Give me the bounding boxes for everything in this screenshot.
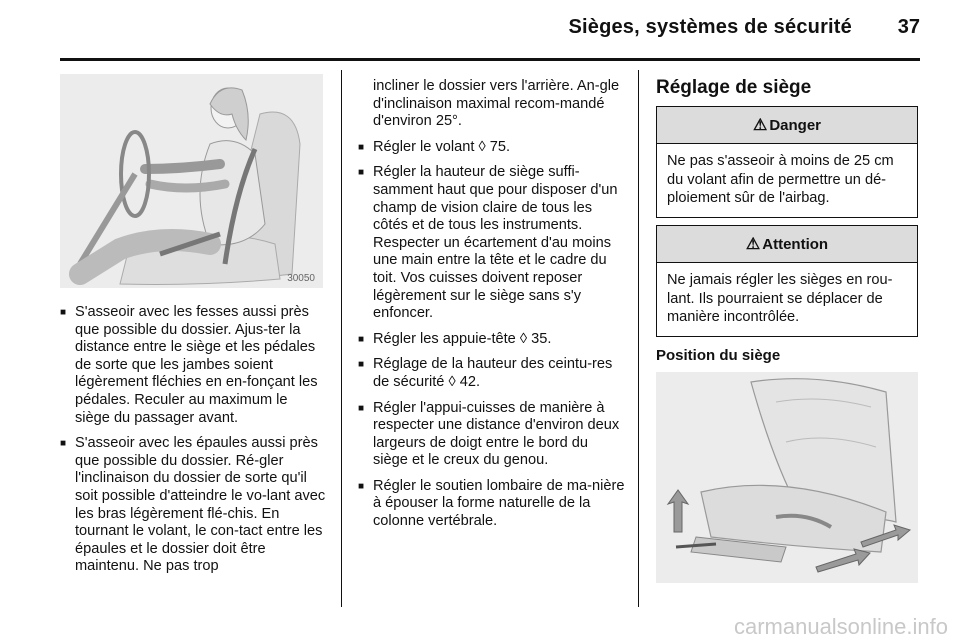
warning-triangle-icon: ⚠ [752, 117, 768, 134]
warning-triangle-icon: ⚠ [745, 236, 761, 253]
list-item: ■ Réglage de la hauteur des ceintu-res de sécurité ◊ 42. [358, 356, 626, 391]
list-item: ■ Régler la hauteur de siège suffi-samment haut que pour disposer d'un champ de vision claire de tous les côtés et de tous les instruments. Respecter un écartement d'au moins une main entre la tête et le cadre du toit. Vos cuisses doivent reposer légèrement sur le siège sans s'y enfoncer. [358, 164, 626, 322]
seat-position-illustration [656, 372, 918, 583]
header-rule [60, 58, 920, 61]
list-item: ■ S'asseoir avec les fesses aussi près que possible du dossier. Ajus-ter la distance entre le siège et les pédales de sorte que les jambes soient légèrement fléchies en en-fonçant les pédales. Reculer au maximum le siège du passager avant. [60, 304, 326, 427]
danger-text: Ne pas s'asseoir à moins de 25 cm du volant afin de permettre un dé-ploiement sûr de l'airbag. [667, 153, 894, 206]
column-divider-right [638, 70, 639, 607]
driver-seating-drawing [60, 74, 323, 288]
list-item: ■ Régler l'appui-cuisses de manière à respecter une distance d'environ deux largeurs de doigt entre le bord du siège et le creux du genou. [358, 400, 626, 470]
list-item: ■ Régler les appuie-tête ◊ 35. [358, 331, 626, 349]
page-header-title: Sièges, systèmes de sécurité [568, 16, 852, 38]
illustration-code: 30050 [287, 273, 315, 284]
column-divider-left [341, 70, 342, 607]
list-item-continuation: incliner le dossier vers l'arrière. An-gle d'inclinaison maximal recom-mandé d'environ 25°. [373, 78, 620, 130]
left-bullet-list [60, 304, 326, 584]
list-item: ■ Régler le volant ◊ 75. [358, 139, 626, 157]
danger-label: Danger [769, 116, 822, 134]
list-item: ■ Régler le soutien lombaire de ma-nière à épouser la forme naturelle de la colonne vertébrale. [358, 478, 626, 531]
danger-header [657, 107, 917, 144]
section-title: Réglage de siège [656, 77, 812, 98]
subsection-title: Position du siège [656, 347, 781, 364]
danger-box [656, 106, 918, 218]
page-number: 37 [897, 16, 920, 38]
list-item: ■ S'asseoir avec les épaules aussi près que possible du dossier. Ré-gler l'inclinaison du dossier de sorte qu'il soit possible d'atteindre le vo-lant avec les bras légèrement flé-chis. En tournant le volant, le con-tact entre les épaules et le dossier doit être maintenu. Ne pas trop [60, 435, 326, 576]
watermark: carmanualsonline.info [733, 614, 948, 639]
attention-label: Attention [762, 235, 829, 253]
attention-header [657, 226, 917, 263]
attention-text: Ne jamais régler les sièges en rou-lant. Ils pourraient se déplacer de manière incontrôlée. [667, 272, 893, 325]
seat-adjustment-drawing [656, 372, 918, 583]
driver-seating-illustration [60, 74, 323, 288]
attention-box [656, 225, 918, 337]
middle-bullet-list [358, 78, 626, 539]
